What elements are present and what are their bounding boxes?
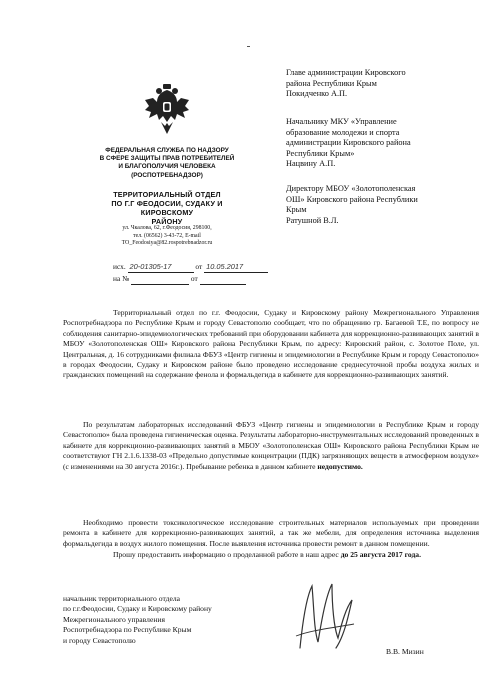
department-line: РАЙОНУ bbox=[151, 217, 183, 226]
addressee-line: Республики Крым» bbox=[286, 148, 355, 158]
address-line: тел. (06562) 3-43-72, E-mail bbox=[133, 232, 201, 239]
agency-title-line: В СФЕРЕ ЗАЩИТЫ ПРАВ ПОТРЕБИТЕЛЕЙ bbox=[99, 155, 235, 163]
deadline-text: до 25 августа 2017 года. bbox=[340, 550, 421, 559]
department-line: ПО Г.Г ФЕОДОСИИ, СУДАКУ И КИРОВСКОМУ bbox=[111, 199, 223, 217]
reference-label: на № bbox=[113, 274, 130, 283]
agency-title-line: ФЕДЕРАЛЬНАЯ СЛУЖБА ПО НАДЗОРУ bbox=[105, 147, 229, 154]
addressee-line: Нацвину А.П. bbox=[286, 159, 336, 169]
agency-title bbox=[88, 147, 246, 180]
signatory-line: Межрегионального управления bbox=[63, 614, 165, 624]
addressee-1 bbox=[286, 68, 476, 100]
outgoing-from-label: от bbox=[195, 262, 203, 271]
address-line: TO_Feodosiya@82.rospotrebnadzor.ru bbox=[121, 240, 213, 247]
handwritten-signature bbox=[292, 578, 362, 656]
signatory-line: по г.г.Феодосии, Судаку и Кировскому району bbox=[63, 604, 212, 614]
body-paragraph-4 bbox=[63, 550, 479, 560]
body-paragraph-3: Необходимо провести токсикологическое исследование строительных материалов используемых при проведении ремонта в кабинете для коррекционно-развивающих занятий, а так же мебели, для определения источника выделения формальдегида в воздух жилого помещения. После выявления источника провести ремонт в данном помещении. bbox=[63, 518, 479, 548]
addressee-line: Ратушной В.Л. bbox=[286, 215, 339, 225]
outgoing-registration bbox=[113, 262, 268, 273]
addressee-line: администрации Кировского района bbox=[286, 138, 411, 148]
outgoing-number: 20-01305-17 bbox=[128, 262, 194, 273]
coat-of-arms-emblem bbox=[143, 82, 191, 138]
addressee-line: ОШ» Кировского района Республики bbox=[286, 194, 418, 204]
paragraph-text: По результатам лабораторных исследований ФБУЗ «Центр гигиены и эпидемиологии в Республике Крым и городу Севастополю» была проведена гигиеническая оценка. Результаты лабораторно-инструментальных исследований проведенных в кабинете для коррекционно-развивающих занятий в МБОУ «Золотополенская ОШ» Кировского района Республики Крым не соответствуют ГН 2.1.6.1338-03 «Предельно допустимые концентрации (ПДК) загрязняющих веществ в атмосферном воздухе» (с изменениями на 30 августа 2016г.). Пребывание ребенка в данном кабинете bbox=[63, 420, 479, 471]
reference-from-label: от bbox=[190, 274, 198, 283]
agency-title-line: (РОСПОТРЕБНАДЗОР) bbox=[131, 171, 203, 179]
signatory-line: начальник территориального отдела bbox=[63, 594, 181, 603]
addressee-line: района Республики Крым bbox=[286, 78, 377, 88]
addressee-line: Крым bbox=[286, 205, 307, 215]
department-line: ТЕРРИТОРИАЛЬНЫЙ ОТДЕЛ bbox=[113, 190, 221, 199]
signatory-name: В.В. Мизин bbox=[386, 647, 424, 656]
scan-mark bbox=[247, 46, 250, 47]
addressee-3 bbox=[286, 184, 476, 226]
outgoing-label: исх. bbox=[113, 262, 126, 271]
addressee-line: Главе администрации Кировского bbox=[286, 68, 406, 77]
address-line: ул. Чкалова, 62, г.Феодосия, 298100, bbox=[122, 225, 212, 231]
reference-number-blank bbox=[131, 274, 189, 285]
addressee-2 bbox=[286, 117, 476, 170]
agency-address bbox=[88, 225, 246, 248]
addressee-line: Покидченко А.П. bbox=[286, 89, 348, 99]
paragraph-text: Прошу предоставить информацию о проделанной работе в наш адрес bbox=[113, 550, 339, 559]
reference-date-blank bbox=[200, 274, 246, 285]
addressee-line: Начальнику МКУ «Управление bbox=[286, 117, 397, 126]
addressee-line: образование молодежи и спорта bbox=[286, 127, 400, 137]
department-title bbox=[88, 190, 246, 226]
signatory-position bbox=[63, 594, 263, 646]
body-paragraph-1: Территориальный отдел по г.г. Феодосии, Судаку и Кировскому району Межрегионального Управления Роспотребнадзора по Республике Крым и городу Севастополю сообщает, что по обращению гр. Багаевой Т.Е, по вопросу не соблюдения санитарно-эпидемиологических требований при оборудовании кабинета для коррекционно-развивающих занятий в МБОУ «Золотополенская ОШ» Кировского района Республики Крым, по адресу: Кировский район, с. Золотое Поле, ул. Центральная, д. 16 сотрудниками филиала ФБУЗ «Центр гигиены и эпидемиологии в Республике Крым и городу Севастополю» в городах Феодосии, Судаку и Кировском районе было проведено исследование среднесуточной пробы воздуха жилых и гражданских помещений на содержание фенола и формальдегида в кабинете для коррекционно-развивающих занятий. bbox=[63, 308, 479, 380]
signatory-line: Роспотребнадзора по Республике Крым bbox=[63, 625, 192, 635]
outgoing-date: 10.05.2017 bbox=[204, 262, 268, 273]
reference-registration bbox=[113, 274, 246, 285]
addressee-line: Директору МБОУ «Золотополенская bbox=[286, 184, 416, 193]
paragraph-emphasis: недопустимо. bbox=[317, 461, 363, 471]
agency-title-line: И БЛАГОПОЛУЧИЯ ЧЕЛОВЕКА bbox=[118, 163, 216, 171]
body-paragraph-2 bbox=[63, 420, 479, 472]
signatory-line: и городу Севастополю bbox=[63, 635, 136, 645]
